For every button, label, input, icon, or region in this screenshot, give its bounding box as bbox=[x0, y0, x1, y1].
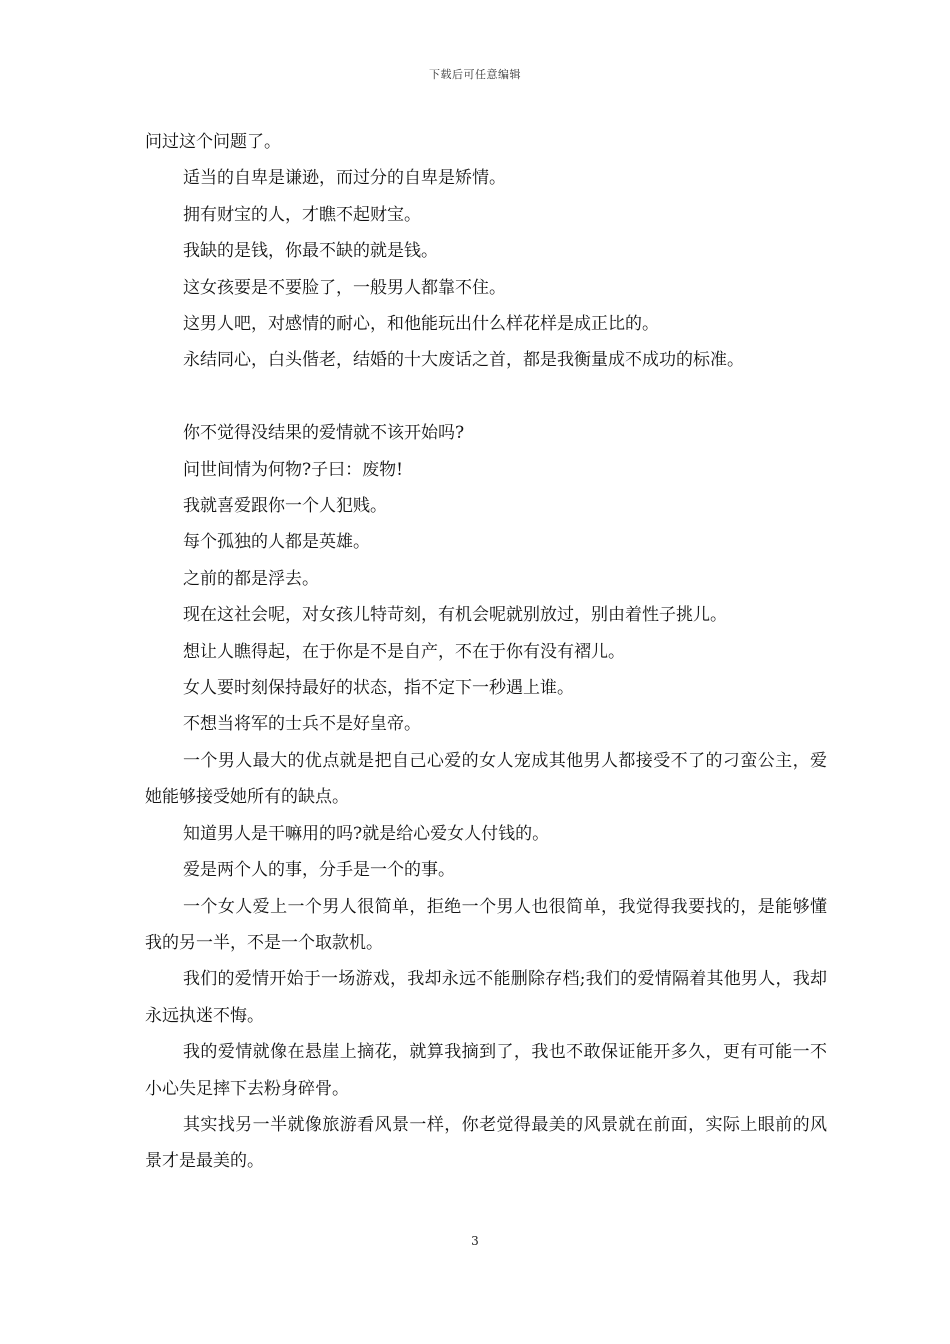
paragraph: 每个孤独的人都是英雄。 bbox=[183, 532, 370, 553]
paragraph: 之前的都是浮去。 bbox=[183, 568, 319, 589]
paragraph: 问世间情为何物?子曰：废物! bbox=[183, 459, 403, 480]
paragraph: 问过这个问题了。 bbox=[145, 132, 281, 152]
paragraph: 永结同心，白头偕老，结婚的十大废话之首，都是我衡量成不成功的标准。 bbox=[183, 350, 744, 371]
paragraph: 不想当将军的士兵不是好皇帝。 bbox=[183, 714, 421, 735]
document-body bbox=[145, 124, 827, 1180]
paragraph: 我缺的是钱，你最不缺的就是钱。 bbox=[183, 241, 438, 262]
paragraph: 适当的自卑是谦逊，而过分的自卑是矫情。 bbox=[183, 168, 506, 189]
paragraph: 这男人吧，对感情的耐心，和他能玩出什么样花样是成正比的。 bbox=[183, 314, 659, 335]
paragraph: 我的爱情就像在悬崖上摘花，就算我摘到了，我也不敢保证能开多久，更有可能一不小心失足摔下去粉身碎骨。 bbox=[145, 1042, 827, 1099]
paragraph: 女人要时刻保持最好的状态，指不定下一秒遇上谁。 bbox=[183, 678, 574, 699]
paragraph: 我就喜爱跟你一个人犯贱。 bbox=[183, 496, 387, 517]
blank-line bbox=[145, 379, 827, 415]
paragraph: 知道男人是干嘛用的吗?就是给心爱女人付钱的。 bbox=[183, 823, 550, 844]
paragraph: 一个男人最大的优点就是把自己心爱的女人宠成其他男人都接受不了的刁蛮公主，爱她能够接受她所有的缺点。 bbox=[145, 750, 827, 808]
page-header: 下载后可任意编辑 bbox=[429, 68, 521, 81]
paragraph: 拥有财宝的人，才瞧不起财宝。 bbox=[183, 204, 421, 225]
paragraph: 这女孩要是不要脸了，一般男人都靠不住。 bbox=[183, 277, 506, 298]
page-number: 3 bbox=[471, 1234, 479, 1248]
paragraph: 现在这社会呢，对女孩儿特苛刻，有机会呢就别放过，别由着性子挑儿。 bbox=[183, 605, 727, 626]
paragraph: 爱是两个人的事，分手是一个的事。 bbox=[183, 860, 455, 881]
paragraph: 想让人瞧得起，在于你是不是自产，不在于你有没有褶儿。 bbox=[183, 641, 625, 662]
paragraph: 一个女人爱上一个男人很简单，拒绝一个男人也很简单，我觉得我要找的，是能够懂我的另一半，不是一个取款机。 bbox=[145, 896, 827, 953]
paragraph: 其实找另一半就像旅游看风景一样，你老觉得最美的风景就在前面，实际上眼前的风景才是最美的。 bbox=[145, 1114, 827, 1172]
paragraph: 我们的爱情开始于一场游戏，我却永远不能删除存档;我们的爱情隔着其他男人，我却永远执迷不悔。 bbox=[145, 969, 827, 1026]
paragraph: 你不觉得没结果的爱情就不该开始吗? bbox=[183, 423, 465, 444]
